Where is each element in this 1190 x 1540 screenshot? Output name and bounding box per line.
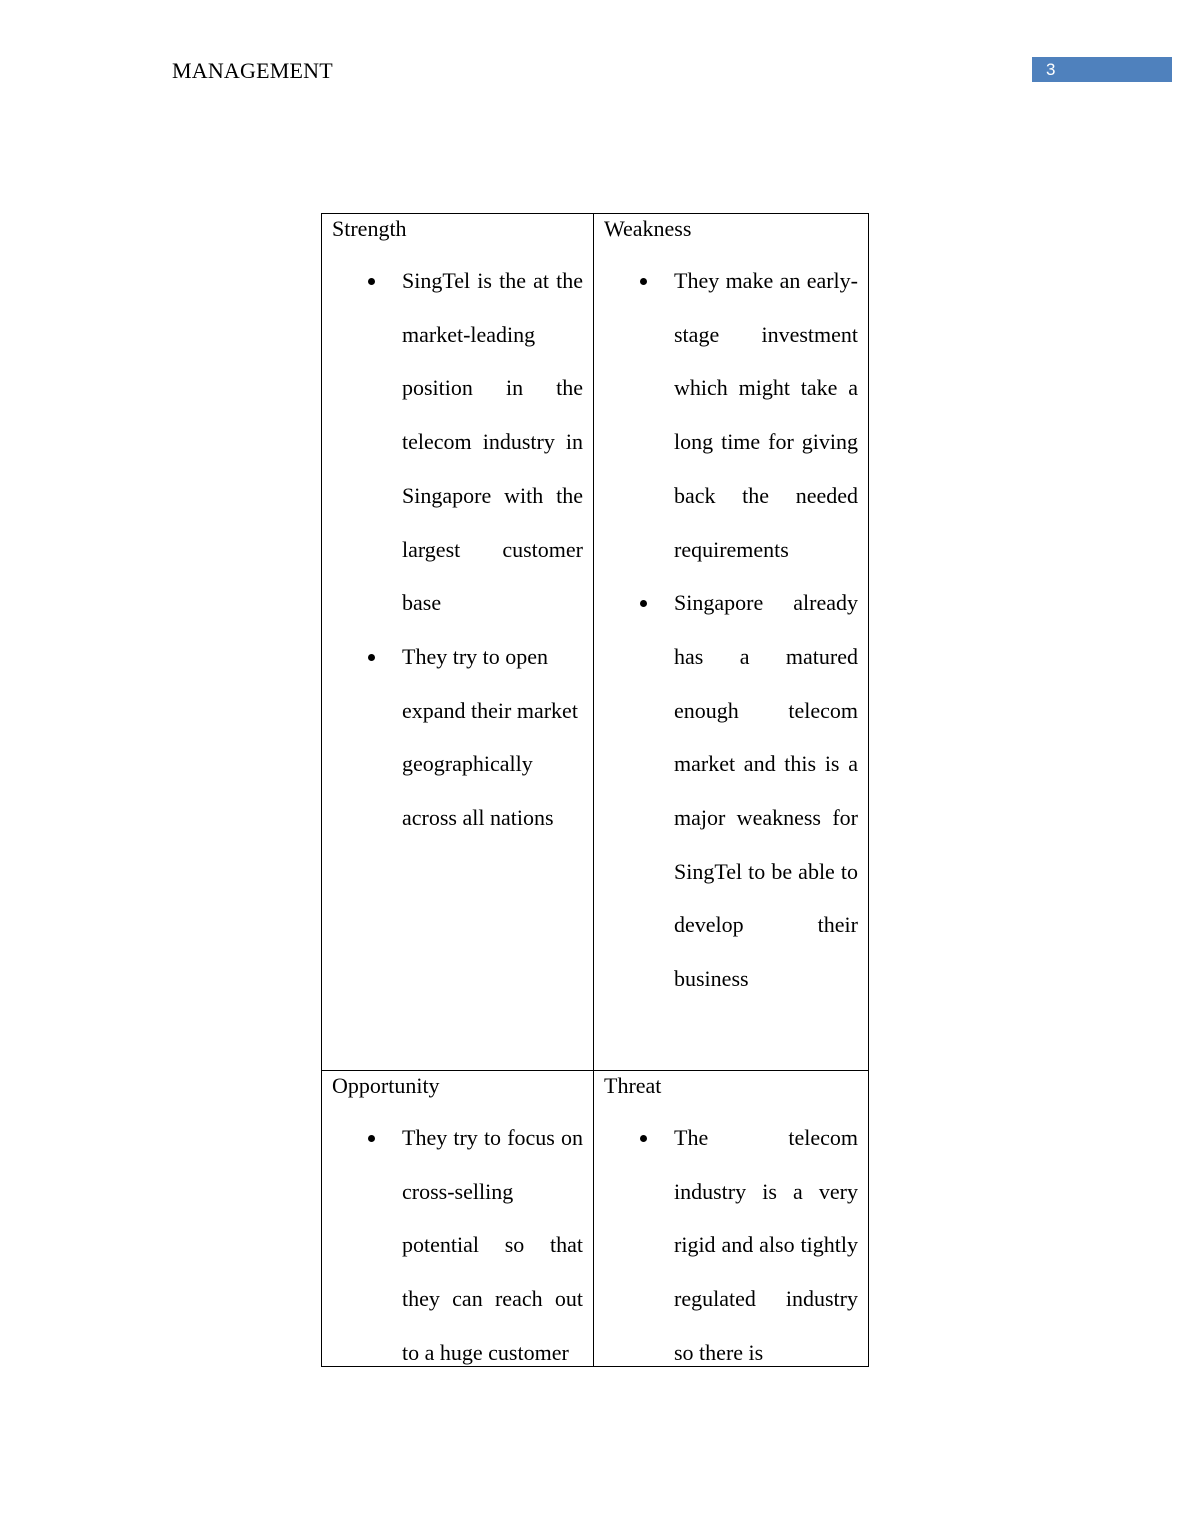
opportunity-list [402,1111,583,1366]
bullet-icon [640,1135,647,1142]
threat-cell [594,1071,868,1366]
strength-item [402,630,583,845]
strength-item-text: They try to open expand their market geographically across all nations [402,643,578,831]
opportunity-heading: Opportunity [332,1073,440,1098]
weakness-item [674,254,858,576]
threat-list [674,1111,858,1366]
strength-heading: Strength [332,216,407,241]
weakness-item-text: They make an early-stage investment which might take a long time for giving back the needed requirements [674,268,858,562]
strength-cell [322,214,594,1070]
bullet-icon [640,278,647,285]
strength-list [402,254,583,845]
opportunity-item-text: They try to focus on cross-selling potential so that they can reach out to a huge customer [402,1125,583,1365]
strength-item [402,254,583,630]
page-number: 3 [1046,60,1056,79]
weakness-heading: Weakness [604,216,692,241]
weakness-item [674,576,858,1006]
threat-heading: Threat [604,1073,662,1098]
opportunity-item [402,1111,583,1366]
swot-row-strength-weakness [322,214,868,1071]
weakness-cell [594,214,868,1070]
swot-row-opportunity-threat [322,1071,868,1366]
strength-item-text: SingTel is the at the market-leading position in the telecom industry in Singapore with the largest customer base [402,268,583,616]
bullet-icon [368,278,375,285]
weakness-item-text: Singapore already has a matured enough telecom market and this is a major weakness for SingTel to be able to develop their business [674,590,858,992]
bullet-icon [640,600,647,607]
page-number-badge [1032,57,1172,82]
threat-item [674,1111,858,1366]
opportunity-cell [322,1071,594,1366]
bullet-icon [368,654,375,661]
running-header-title: MANAGEMENT [172,58,333,83]
bullet-icon [368,1135,375,1142]
swot-table [321,213,869,1367]
threat-item-text: The telecom industry is a very rigid and also tightly regulated industry so there is [674,1125,858,1365]
weakness-list [674,254,858,1006]
